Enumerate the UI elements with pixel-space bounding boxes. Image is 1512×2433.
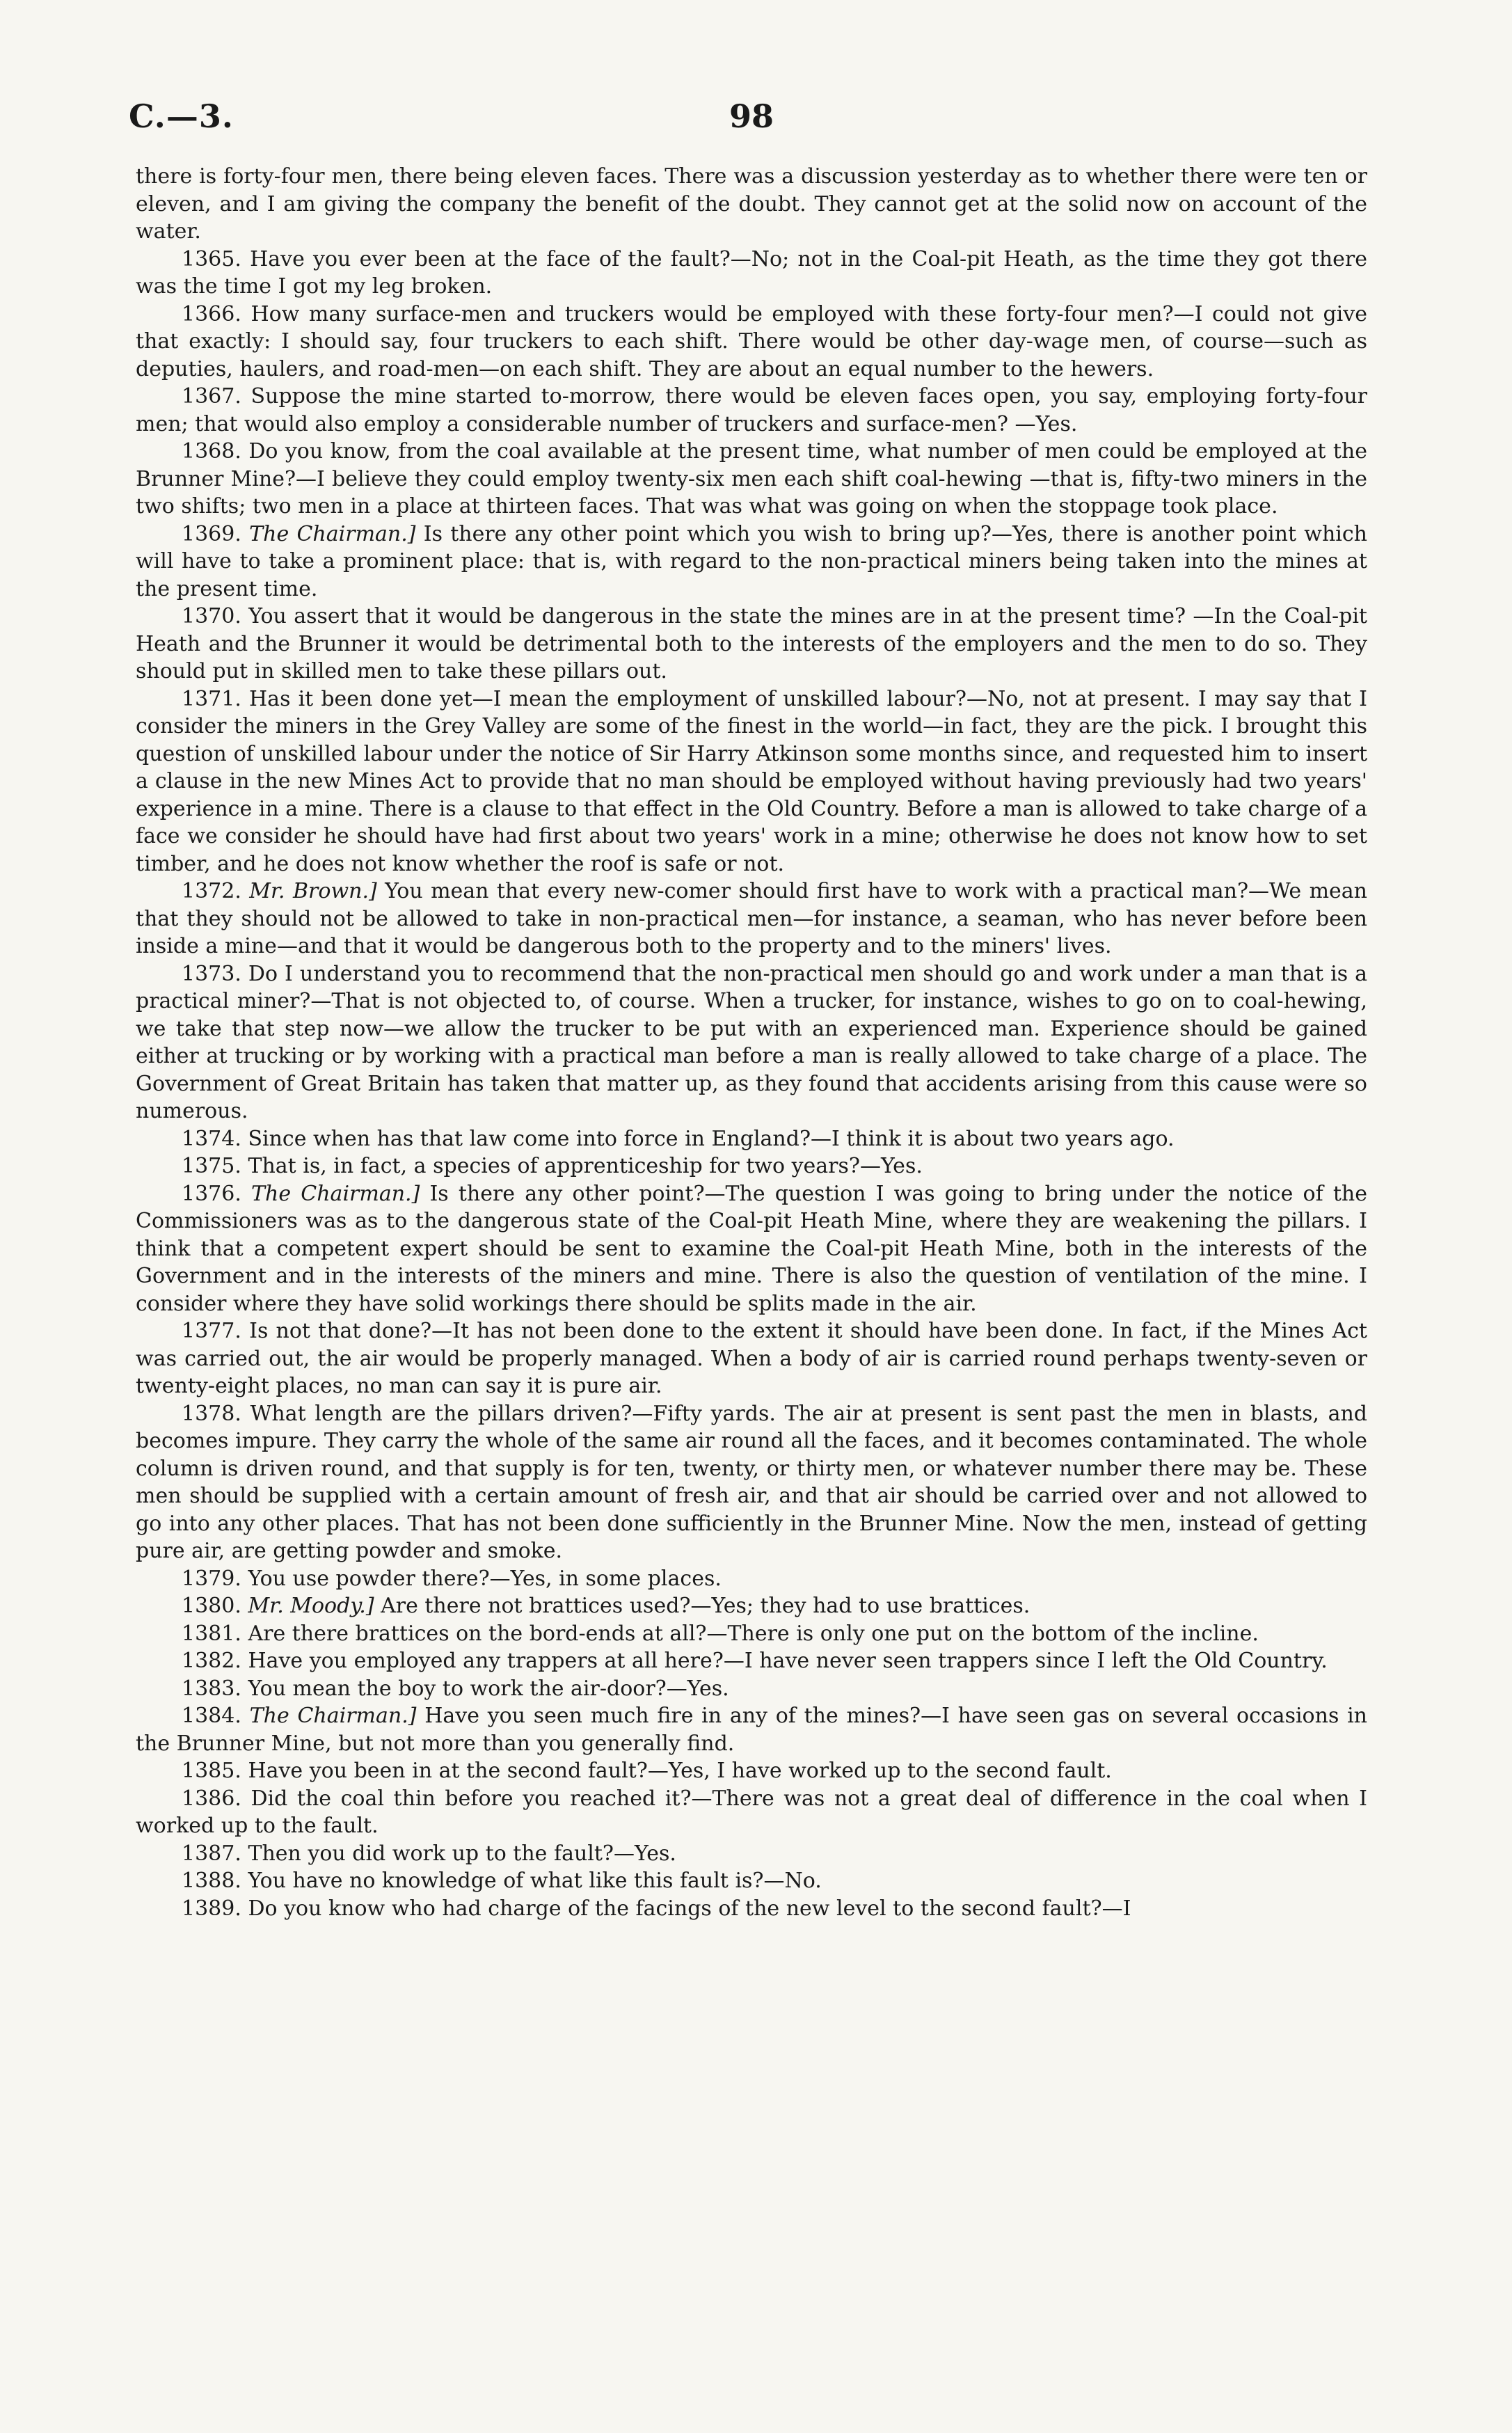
speaker-label: Mr. Brown.] xyxy=(249,879,377,903)
question-number: 1387. xyxy=(182,1841,241,1866)
testimony-paragraph xyxy=(136,246,1367,301)
paragraph-text: Have you ever been at the face of the fault?—No; not in the Coal-pit Heath, as the time they got there was the time I got my leg broken. xyxy=(136,246,1367,299)
question-number: 1367. xyxy=(182,384,241,409)
question-number: 1368. xyxy=(182,439,241,463)
question-number: 1388. xyxy=(182,1869,241,1893)
document-body xyxy=(136,163,1367,1922)
testimony-paragraph xyxy=(136,1785,1367,1840)
testimony-paragraph xyxy=(136,960,1367,1125)
paragraph-text: Since when has that law come into force in England?—I think it is about two years ago. xyxy=(248,1126,1175,1151)
testimony-paragraph xyxy=(136,878,1367,960)
paragraph-text: Is not that done?—It has not been done to the extent it should have been done. In fact, if the Mines Act was carried out, the air would be properly managed. When a body of air is carried round perhaps twenty-seven or twenty-eight places, no man can say it is pure air. xyxy=(136,1319,1367,1398)
paragraph-text: Are there brattices on the bord-ends at all?—There is only one put on the bottom of the incline. xyxy=(248,1621,1259,1646)
question-number: 1366. xyxy=(182,301,241,326)
paragraph-text: That is, in fact, a species of apprenticeship for two years?—Yes. xyxy=(248,1154,923,1178)
paragraph-text: Do you know who had charge of the facings of the new level to the second fault?—I xyxy=(248,1896,1131,1921)
testimony-paragraph xyxy=(136,383,1367,438)
question-number: 1389. xyxy=(182,1896,241,1921)
paragraph-text: What length are the pillars driven?—Fifty yards. The air at present is sent past the men in blasts, and becomes impure. They carry the whole of the same air round all the faces, and it becomes contaminated. The whole column is driven round, and that supply is for ten, twenty, or thirty men, or whatever number there may be. These men should be supplied with a certain amount of fresh air, and that air should be carried over and not allowed to go into any other places. That has not been done sufficiently in the Brunner Mine. Now the men, instead of getting pure air, are getting powder and smoke. xyxy=(136,1401,1367,1563)
paragraph-text: Is there any other point?—The question I was going to bring under the notice of the Commissioners was as to the dangerous state of the Coal-pit Heath Mine, where they are weakening the pillars. I think that a competent expert should be sent to examine the Coal-pit Heath Mine, both in the interests of the Government and in the interests of the miners and mine. There is also the question of ventilation of the mine. I consider where they have solid workings there should be splits made in the air. xyxy=(136,1181,1367,1316)
speaker-label: Mr. Moody.] xyxy=(248,1594,374,1618)
testimony-paragraph xyxy=(136,1317,1367,1400)
question-number: 1378. xyxy=(182,1401,241,1426)
testimony-paragraph xyxy=(136,1565,1367,1593)
paragraph-text: You have no knowledge of what like this fault is?—No. xyxy=(248,1869,822,1893)
question-number: 1375. xyxy=(182,1154,241,1178)
paragraph-text: Is there any other point which you wish to bring up?—Yes, there is another point which will have to take a prominent place: that is, with regard to the non-practical miners being taken into the mines at the present time. xyxy=(136,521,1367,601)
testimony-paragraph xyxy=(136,301,1367,383)
question-number: 1376. xyxy=(182,1181,241,1206)
testimony-paragraph xyxy=(136,1152,1367,1180)
testimony-paragraph xyxy=(136,521,1367,603)
paragraph-text: How many surface-men and truckers would be employed with these forty-four men?—I could not give that exactly: I should say, four truckers to each shift. There would be other day-wage men, of course—such as deputies, haulers, and road-men—on each shift. They are about an equal number to the hewers. xyxy=(136,301,1367,381)
paragraph-text: Do you know, from the coal available at the present time, what number of men could be employed at the Brunner Mine?—I believe they could employ twenty-six men each shift coal-hewing —that is, fifty-two miners in the two shifts; two men in a place at thirteen faces. That was what was going on when the stoppage took place. xyxy=(136,439,1367,518)
testimony-paragraph xyxy=(136,1867,1367,1895)
testimony-paragraph xyxy=(136,1675,1367,1703)
paragraph-text: You assert that it would be dangerous in the state the mines are in at the present time? —In the Coal-pit Heath and the Brunner it would be detrimental both to the interests of the employers and the men to do so. They should put in skilled men to take these pillars out. xyxy=(136,604,1367,683)
paragraph-text: Suppose the mine started to-morrow, there would be eleven faces open, you say, employing forty-four men; that would also employ a considerable number of truckers and surface-men? —Yes. xyxy=(136,384,1367,436)
question-number: 1372. xyxy=(182,879,241,903)
question-number: 1365. xyxy=(182,246,241,271)
speaker-label: The Chairman.] xyxy=(249,1704,417,1728)
document-page xyxy=(129,97,1367,1922)
paragraph-text: Do I understand you to recommend that the non-practical men should go and work under a man that is a practical miner?—That is not objected to, of course. When a trucker, for instance, wishes to go on to coal-hewing, we take that step now—we allow the trucker to be put with an experienced man. Experience should be gained either at trucking or by working with a practical man before a man is really allowed to take charge of a place. The Government of Great Britain has taken that matter up, as they found that accidents arising from this cause were so numerous. xyxy=(136,961,1367,1123)
paragraph-text: Have you employed any trappers at all here?—I have never seen trappers since I left the Old Country. xyxy=(248,1649,1328,1673)
paragraph-text: Have you been in at the second fault?—Yes, I have worked up to the second fault. xyxy=(248,1759,1112,1783)
paragraph-text: Did the coal thin before you reached it?—There was not a great deal of difference in the coal when I worked up to the fault. xyxy=(136,1786,1367,1838)
paragraph-text: Has it been done yet—I mean the employment of unskilled labour?—No, not at present. I may say that I consider the miners in the Grey Valley are some of the finest in the world—in fact, they are the pick. I brought this question of unskilled labour under the notice of Sir Harry Atkinson some months since, and requested him to insert a clause in the new Mines Act to provide that no man should be employed without having previously had two years' experience in a mine. There is a clause to that effect in the Old Country. Before a man is allowed to take charge of a face we consider he should have had first about two years' work in a mine; otherwise he does not know how to set timber, and he does not know whether the roof is safe or not. xyxy=(136,686,1367,876)
paragraph-text: Are there not brattices used?—Yes; they had to use brattices. xyxy=(381,1594,1030,1618)
testimony-paragraph xyxy=(136,1757,1367,1785)
question-number: 1377. xyxy=(182,1319,241,1343)
testimony-paragraph xyxy=(136,685,1367,878)
question-number: 1371. xyxy=(182,686,241,711)
question-number: 1382. xyxy=(182,1649,241,1673)
question-number: 1383. xyxy=(182,1676,241,1701)
testimony-paragraph xyxy=(136,438,1367,521)
question-number: 1373. xyxy=(182,961,241,986)
page-number: 98 xyxy=(729,97,774,135)
question-number: 1380. xyxy=(182,1594,241,1618)
testimony-paragraph xyxy=(136,1400,1367,1565)
testimony-paragraph xyxy=(136,1125,1367,1153)
testimony-paragraph xyxy=(136,1592,1367,1620)
testimony-paragraph xyxy=(136,1702,1367,1757)
question-number: 1369. xyxy=(182,521,241,546)
question-number: 1386. xyxy=(182,1786,241,1811)
paragraph-text: You mean the boy to work the air-door?—Yes. xyxy=(248,1676,729,1701)
paragraph-text: Have you seen much fire in any of the mines?—I have seen gas on several occasions in the Brunner Mine, but not more than you generally find. xyxy=(136,1704,1367,1756)
question-number: 1384. xyxy=(182,1704,241,1728)
question-number: 1385. xyxy=(182,1759,241,1783)
question-number: 1370. xyxy=(182,604,241,628)
paragraph-text: You mean that every new-comer should first have to work with a practical man?—We mean that they should not be allowed to take in non-practical men—for instance, a seaman, who has never before been inside a mine—and that it would be dangerous both to the property and to the miners' lives. xyxy=(136,879,1367,958)
paragraph-text: You use powder there?—Yes, in some places. xyxy=(248,1566,722,1591)
question-number: 1379. xyxy=(182,1566,241,1591)
question-number: 1374. xyxy=(182,1126,241,1151)
testimony-paragraph xyxy=(136,1840,1367,1868)
speaker-label: The Chairman.] xyxy=(249,521,416,546)
paragraph-text: there is forty-four men, there being eleven faces. There was a discussion yesterday as to whether there were ten or eleven, and I am giving the company the benefit of the doubt. They cannot get at the solid now on account of the water. xyxy=(136,164,1367,244)
speaker-label: The Chairman.] xyxy=(251,1181,420,1206)
paragraph-text: Then you did work up to the fault?—Yes. xyxy=(248,1841,676,1866)
testimony-paragraph xyxy=(136,603,1367,685)
testimony-paragraph xyxy=(136,1647,1367,1675)
document-reference: C.—3. xyxy=(129,97,234,135)
question-number: 1381. xyxy=(182,1621,241,1646)
page-header xyxy=(129,97,1367,153)
testimony-paragraph xyxy=(136,1180,1367,1318)
testimony-paragraph xyxy=(136,1620,1367,1648)
continuation-paragraph xyxy=(136,163,1367,246)
testimony-paragraph xyxy=(136,1895,1367,1923)
